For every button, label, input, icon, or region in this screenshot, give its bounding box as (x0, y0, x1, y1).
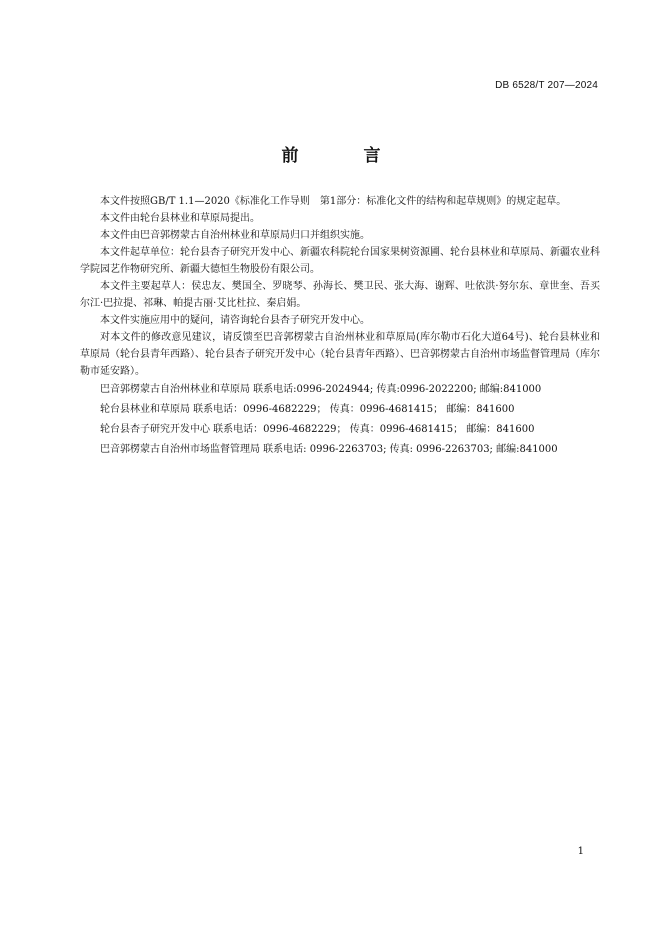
paragraph-main-drafters: 本文件主要起草人：侯忠友、樊国全、罗晓琴、孙海长、樊卫民、张大海、谢辉、吐依洪·努尔东、章世奎、吾买尔江·巴拉提、祁琳、帕提古丽·艾比杜拉、秦启娟。 (80, 281, 600, 309)
paragraph-drafting-basis: 本文件按照GB/T 1.1—2020《标准化工作导则 第1部分：标准化文件的结构和起草规则》的规定起草。 (100, 196, 567, 207)
preface-body (80, 193, 600, 460)
contact-line: 轮台县杏子研究开发中心 联系电话：0996-4682229； 传真：0996-4681415； 邮编：841600 (100, 424, 535, 435)
paragraph-proposed-by: 本文件由轮台县林业和草原局提出。 (100, 213, 260, 224)
page-number: 1 (577, 846, 584, 857)
page-title: 前 言 (281, 146, 405, 166)
contact-line: 巴音郭楞蒙古自治州林业和草原局 联系电话:0996-2024944; 传真:0996-2022200; 邮编:841000 (100, 384, 542, 395)
paragraph-administered-by: 本文件由巴音郭楞蒙古自治州林业和草原局归口并组织实施。 (100, 230, 370, 241)
paragraph-inquiry: 本文件实施应用中的疑问，请咨询轮台县杏子研究开发中心。 (100, 315, 370, 326)
document-code: DB 6528/T 207—2024 (495, 80, 598, 91)
contact-line: 轮台县林业和草原局 联系电话：0996-4682229； 传真：0996-4681415； 邮编：841600 (100, 404, 515, 415)
paragraph-feedback: 对本文件的修改意见建议，请反馈至巴音郭楞蒙古自治州林业和草原局(库尔勒市石化大道64号)、轮台县林业和草原局（轮台县青年西路）、轮台县杏子研究开发中心（轮台县青年西路）、巴音郭楞蒙古自治州市场监督管理局（库尔勒市延安路）。 (80, 332, 600, 377)
contact-line: 巴音郭楞蒙古自治州市场监督管理局 联系电话: 0996-2263703; 传真: 0996-2263703; 邮编:841000 (100, 444, 558, 455)
paragraph-drafting-units: 本文件起草单位：轮台县杏子研究开发中心、新疆农科院轮台国家果树资源圃、轮台县林业和草原局、新疆农业科学院园艺作物研究所、新疆大德恒生物股份有限公司。 (80, 247, 600, 275)
